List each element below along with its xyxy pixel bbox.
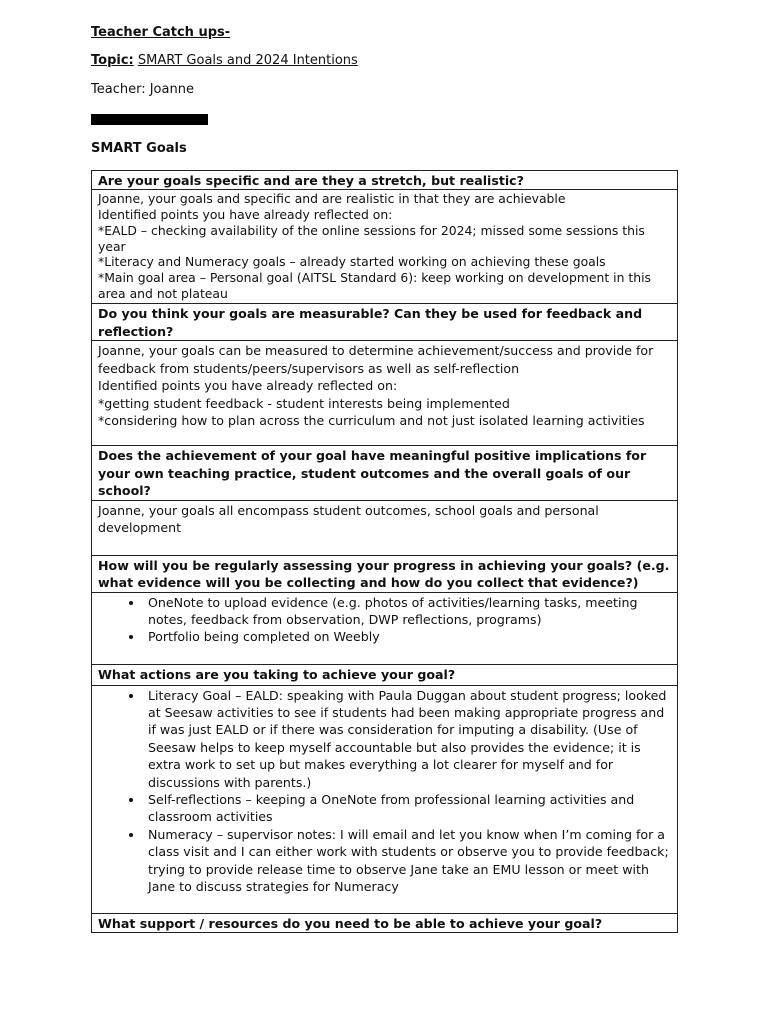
topic-line	[91, 52, 358, 70]
answer-measurable	[92, 341, 678, 446]
question-row	[92, 446, 678, 500]
question-implications: Does the achievement of your goal have meaningful positive implications for your own teaching practice, student outcomes and the overall goals of our school?	[92, 446, 678, 500]
answer-line: Joanne, your goals and specific and are realistic in that they are achievable	[98, 191, 566, 207]
answer-line: *Literacy and Numeracy goals – already started working on achieving these goals	[98, 254, 606, 270]
list-item: • Literacy Goal – EALD: speaking with Paula Duggan about student progress; looked at Seesaw activities to see if students had been making appropriate progress and if was just EALD or if there was consideration for imputing a disability. (Use of Seesaw helps to keep myself accountable but also provides the evidence; it is extra work to set up but makes everything a lot clearer for myself and for discussions with parents.)	[144, 687, 672, 791]
answer-specific	[92, 190, 678, 304]
question-row	[92, 913, 678, 932]
answer-line: *considering how to plan across the curriculum and not just isolated learning activities	[98, 413, 645, 429]
answer-line: *Main goal area – Personal goal (AITSL Standard 6): keep working on development in this area and not plateau	[98, 269, 652, 301]
smart-goals-table	[91, 170, 678, 933]
answer-assessing-progress	[92, 592, 678, 664]
answer-actions	[92, 685, 678, 913]
list-item: • Numeracy – supervisor notes: I will email and let you know when I’m coming for a class visit and I can either work with students or observe you to provide feedback; trying to provide release time to observe Jane take an EMU lesson or meet with Jane to discuss strategies for Numeracy	[144, 826, 672, 896]
answer-implications	[92, 500, 678, 555]
answer-row	[92, 500, 678, 555]
answer-line: *getting student feedback - student interests being implemented	[98, 395, 510, 411]
list-item: • OneNote to upload evidence (e.g. photos of activities/learning tasks, meeting notes, feedback from observation, DWP reflections, programs)	[144, 594, 672, 629]
question-specific: Are your goals specific and are they a stretch, but realistic?	[92, 171, 678, 190]
teacher-line: Teacher: Joanne	[91, 82, 194, 97]
question-row	[92, 171, 678, 190]
question-assessing-progress: How will you be regularly assessing your progress in achieving your goals? (e.g. what evidence will you be collecting and how do you collect that evidence?)	[92, 555, 678, 592]
document-title: Teacher Catch ups-	[91, 25, 231, 40]
list-item: • Self-reflections – keeping a OneNote from professional learning activities and classroom activities	[144, 791, 672, 826]
answer-line: Joanne, your goals all encompass student outcomes, school goals and personal development	[98, 502, 599, 536]
redaction-bar	[91, 114, 208, 125]
topic-value: SMART Goals and 2024 Intentions	[137, 53, 358, 68]
answer-line: Identified points you have already reflected on:	[98, 378, 398, 394]
question-measurable: Do you think your goals are measurable? Can they be used for feedback and reflection?	[92, 304, 678, 341]
question-support-resources: What support / resources do you need to be able to achieve your goal?	[92, 913, 678, 932]
answer-line: Joanne, your goals can be measured to determine achievement/success and provide for feedback from students/peers/supervisors as well as self-reflection	[98, 343, 654, 376]
question-row	[92, 304, 678, 341]
answer-row	[92, 190, 678, 304]
question-actions: What actions are you taking to achieve your goal?	[92, 664, 678, 685]
list-item: • Portfolio being completed on Weebly	[144, 628, 672, 645]
question-row	[92, 555, 678, 592]
topic-label: Topic:	[91, 53, 134, 68]
answer-row	[92, 341, 678, 446]
bullet-list	[98, 594, 672, 646]
answer-line: *EALD – checking availability of the online sessions for 2024; missed some sessions this year	[98, 222, 645, 254]
bullet-list	[98, 687, 672, 896]
answer-row	[92, 685, 678, 913]
question-row	[92, 664, 678, 685]
answer-line: Identified points you have already reflected on:	[98, 207, 393, 223]
section-heading: SMART Goals	[91, 141, 187, 156]
answer-row	[92, 592, 678, 664]
